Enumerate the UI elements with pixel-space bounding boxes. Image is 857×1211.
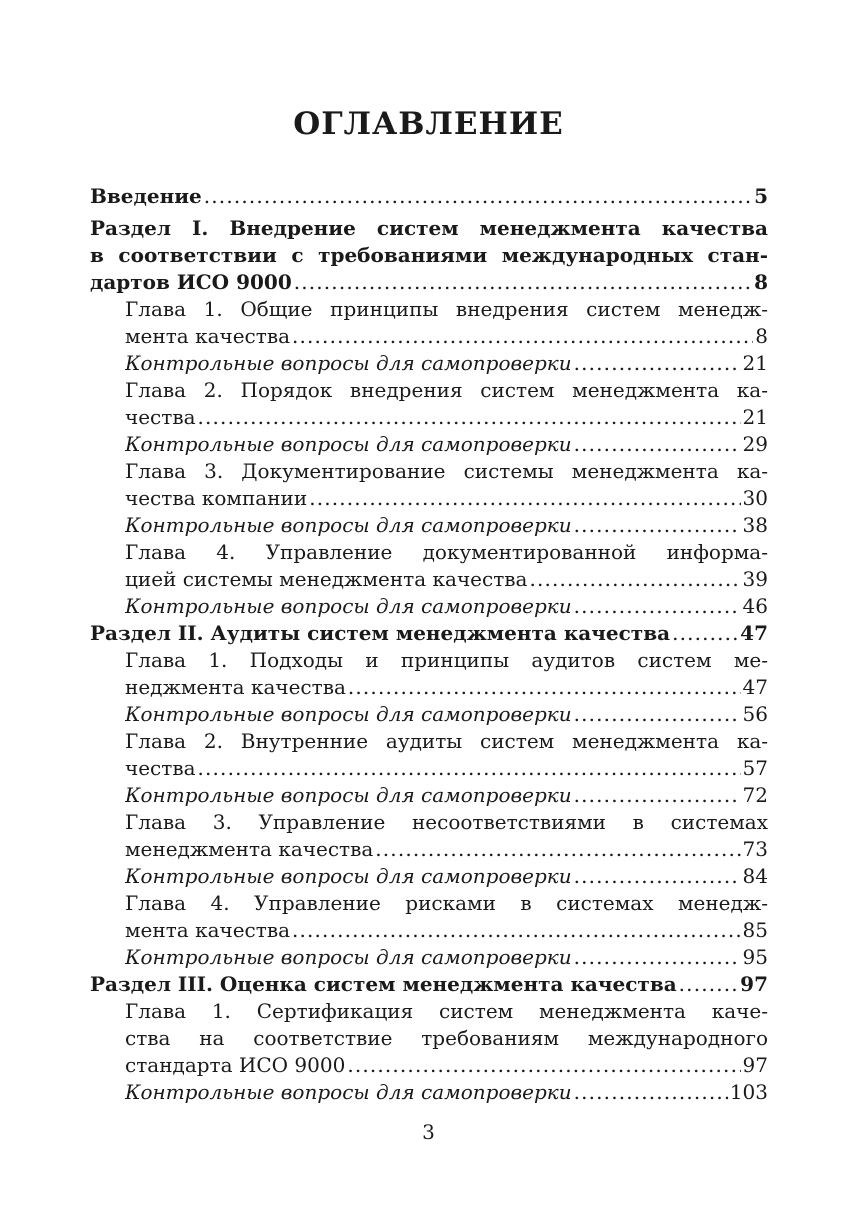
toc-page-number: 5 [754,184,768,208]
toc-entry-line [125,485,768,512]
toc-page-number: 73 [742,837,768,861]
toc-entry-line: Глава 4. Управление рисками в системах менедж- [125,891,768,915]
toc-entry-text: Контрольные вопросы для самопроверки [125,351,572,375]
toc-entry-line [125,836,768,863]
toc-entry-text: Раздел III. Оценка систем менеджмента качества [90,972,677,996]
toc-entry-line: ства на соответствие требованиям международного [125,1026,768,1050]
toc-entry-quiz [90,431,768,458]
toc-entry-text: чества [125,756,196,780]
toc-entry-text: чества компании [125,486,308,510]
toc-entry-quiz [90,350,768,377]
toc-entry-line [125,863,768,890]
toc-entry-line: Раздел I. Внедрение систем менеджмента качества [90,216,768,240]
toc-page-number: 97 [740,972,768,996]
toc-entry-line [90,269,768,296]
toc-entry-text: Контрольные вопросы для самопроверки [125,945,572,969]
toc-entry-quiz [90,593,768,620]
toc-entry-text: Контрольные вопросы для самопроверки [125,1080,572,1104]
toc-page-number: 95 [742,945,768,969]
toc-entry-line: Глава 3. Управление несоответствиями в системах [125,810,768,834]
dot-leader [574,350,741,377]
dot-leader [574,701,741,728]
dot-leader [672,620,738,647]
toc-entry-part [90,183,768,210]
dot-leader [292,917,741,944]
toc-entry-chapter [90,377,768,431]
toc-entry-line [125,323,768,350]
toc-page-number: 47 [740,621,768,645]
toc-entry-text: менеджмента качества [125,837,374,861]
toc-page-number: 21 [742,405,768,429]
dot-leader [679,971,738,998]
dot-leader [574,944,741,971]
toc-entry-line [125,1079,768,1106]
toc-entry-chapter [90,809,768,863]
toc-entry-line [125,431,768,458]
toc-entry-line [125,350,768,377]
toc-entry-chapter [90,890,768,944]
toc-entry-text: стандарта ИСО 9000 [125,1053,346,1077]
toc-entry-text: Контрольные вопросы для самопроверки [125,594,572,618]
toc-page-number: 39 [742,567,768,591]
table-of-contents [90,183,768,1106]
toc-entry-text: мента качества [125,324,290,348]
toc-entry-line: Глава 1. Сертификация систем менеджмента каче- [125,999,768,1023]
toc-page-number: 56 [742,702,768,726]
toc-entry-line [125,1052,768,1079]
page-title: ОГЛАВЛЕНИЕ [293,106,564,142]
dot-leader [529,566,740,593]
toc-entry-quiz [90,782,768,809]
toc-entry-line: Глава 4. Управление документированной информа- [125,540,768,564]
toc-entry-line: Глава 2. Внутренние аудиты систем менеджмента ка- [125,729,768,753]
dot-leader [574,512,741,539]
dot-leader [574,1079,728,1106]
toc-entry-line [125,917,768,944]
toc-entry-chapter [90,728,768,782]
toc-page-number: 46 [742,594,768,618]
toc-entry-quiz [90,701,768,728]
toc-page-number: 72 [742,783,768,807]
toc-page-number: 8 [755,324,768,348]
toc-entry-text: дартов ИСО 9000 [90,270,292,294]
toc-entry-quiz [90,944,768,971]
toc-entry-line [125,512,768,539]
toc-entry-text: Введение [90,184,202,208]
toc-page-number: 57 [742,756,768,780]
toc-entry-line: Глава 1. Подходы и принципы аудитов систем ме- [125,648,768,672]
toc-entry-quiz [90,1079,768,1106]
toc-page-number: 85 [742,918,768,942]
toc-entry-text: Раздел II. Аудиты систем менеджмента качества [90,621,671,645]
toc-entry-text: чества [125,405,196,429]
toc-entry-line [90,971,768,998]
toc-entry-part [90,620,768,647]
toc-entry-chapter [90,296,768,350]
dot-leader [348,674,741,701]
toc-entry-line: в соответствии с требованиями международных стан- [90,243,768,267]
toc-entry-quiz [90,512,768,539]
toc-entry-text: цией системы менеджмента качества [125,567,528,591]
toc-entry-text: Контрольные вопросы для самопроверки [125,513,572,537]
toc-page-number: 8 [754,270,768,294]
toc-entry-line: Глава 2. Порядок внедрения систем менеджмента ка- [125,378,768,402]
toc-entry-text: Контрольные вопросы для самопроверки [125,864,572,888]
toc-entry-text: мента качества [125,918,290,942]
toc-page-number: 97 [742,1053,768,1077]
toc-page-number: 21 [742,351,768,375]
page-number: 3 [422,1120,435,1144]
toc-page-number: 47 [742,675,768,699]
toc-entry-line [125,593,768,620]
toc-entry-chapter [90,647,768,701]
toc-entry-line: Глава 3. Документирование системы менеджмента ка- [125,459,768,483]
dot-leader [198,755,741,782]
toc-entry-line [125,755,768,782]
dot-leader [204,183,752,210]
toc-page-number: 30 [742,486,768,510]
toc-entry-line [125,404,768,431]
toc-entry-line [125,566,768,593]
toc-page-number: 29 [742,432,768,456]
toc-entry-chapter [90,539,768,593]
toc-entry-part [90,215,768,296]
toc-entry-line [125,944,768,971]
dot-leader [574,431,741,458]
toc-entry-part [90,971,768,998]
dot-leader [375,836,740,863]
dot-leader [574,863,741,890]
toc-entry-chapter [90,458,768,512]
toc-entry-line [125,701,768,728]
dot-leader [574,782,741,809]
dot-leader [292,323,753,350]
dot-leader [294,269,752,296]
dot-leader [309,485,740,512]
toc-page-number: 38 [742,513,768,537]
toc-entry-line [90,183,768,210]
toc-entry-text: Контрольные вопросы для самопроверки [125,702,572,726]
toc-page-number: 84 [742,864,768,888]
toc-entry-text: Контрольные вопросы для самопроверки [125,783,572,807]
toc-page-number: 103 [729,1080,768,1104]
toc-entry-line: Глава 1. Общие принципы внедрения систем менедж- [125,297,768,321]
toc-entry-chapter [90,998,768,1079]
toc-entry-line [125,674,768,701]
toc-entry-text: Контрольные вопросы для самопроверки [125,432,572,456]
toc-entry-text: неджмента качества [125,675,346,699]
dot-leader [574,593,741,620]
dot-leader [198,404,741,431]
toc-entry-line [90,620,768,647]
toc-entry-line [125,782,768,809]
toc-entry-quiz [90,863,768,890]
dot-leader [347,1052,740,1079]
